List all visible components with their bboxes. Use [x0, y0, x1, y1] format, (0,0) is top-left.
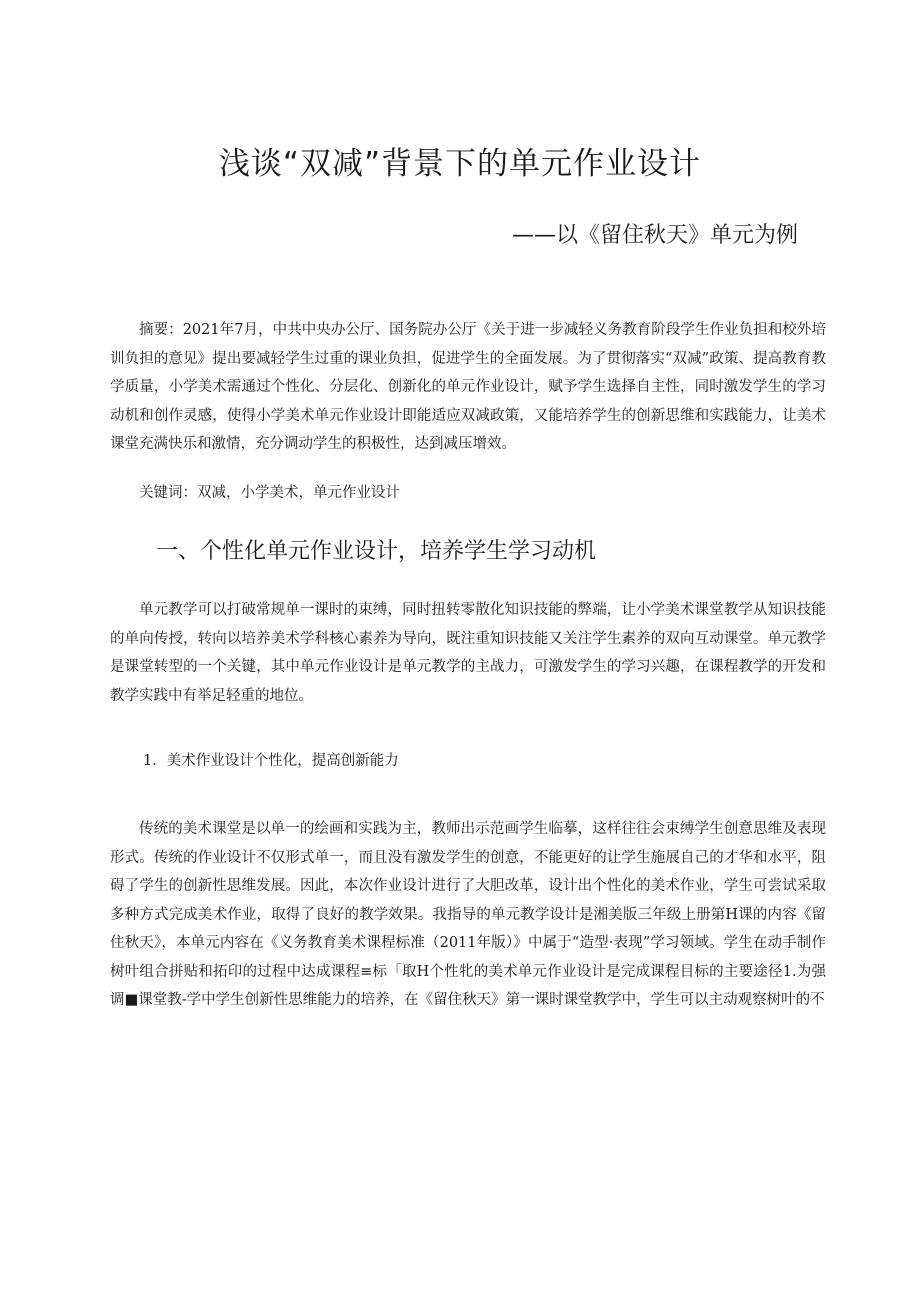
keywords-line: 关键词：双减，小学美术，单元作业设计	[139, 485, 400, 501]
document-title: 浅谈“双减”背景下的单元作业设计	[218, 146, 702, 182]
abstract-paragraph: 摘要：2021年7月，中共中央办公厅、国务院办公厅《关于进一步减轻义务教育阶段学生作业负担和校外培训负担的意见》提出要减轻学生过重的课业负担，促进学生的全面发展。为了贯彻落实“双减”政策、提高教育教学质量，小学美术需通过个性化、分层化、创新化的单元作业设计，赋予学生选择自主性，同时激发学生的学习动机和创作灵感，使得小学美术单元作业设计即能适应双减政策，又能培养学生的创新思维和实践能力，让美术课堂充满快乐和激情，充分调动学生的积极性，达到减压增效。	[110, 322, 826, 452]
subsection-paragraph: 传统的美术课堂是以单一的绘画和实践为主，教师出示范画学生临摹，这样往往会束缚学生创意思维及表现形式。传统的作业设计不仅形式单一，而且没有激发学生的创意，不能更好的让学生施展自己的才华和水平，阻碍了学生的创新性思维发展。因此，本次作业设计进行了大胆改革，设计出个性化的美术作业，学生可尝试采取多种方式完成美术作业，取得了良好的教学效果。我指导的单元教学设计是湘美版三年级上册第H课的内容《留住秋天》，本单元内容在《义务教育美术课程标准（2011年版）》中属于“造型·表现”学习领域。学生在动手制作树叶组合拼贴和拓印的过程中达成课程≡标「取H个性牝的美术单元作业设计是完成课程目标的主要途径1.为强调■课堂教-学中学生创新性思维能力的培养，在《留住秋天》第一课时课堂教学中，学生可以主动观察树叶的不	[110, 821, 826, 1008]
section-heading: 一、个性化单元作业设计，培养学生学习动机	[156, 539, 597, 564]
document-subtitle: ——以《留住秋天》单元为例	[511, 223, 798, 248]
section-paragraph: 单元教学可以打破常规单一课时的束缚，同时扭转零散化知识技能的弊端，让小学美术课堂教学从知识技能的单向传授，转向以培养美术学科核心素养为导向，既注重知识技能又关注学生素养的双向互动课堂。单元教学是课堂转型的一个关键，其中单元作业设计是单元教学的主战力，可激发学生的学习兴趣，在课程教学的开发和教学实践中有举足轻重的地位。	[110, 602, 826, 704]
subsection-heading: 1．美术作业设计个性化，提高创新能力	[143, 753, 399, 769]
